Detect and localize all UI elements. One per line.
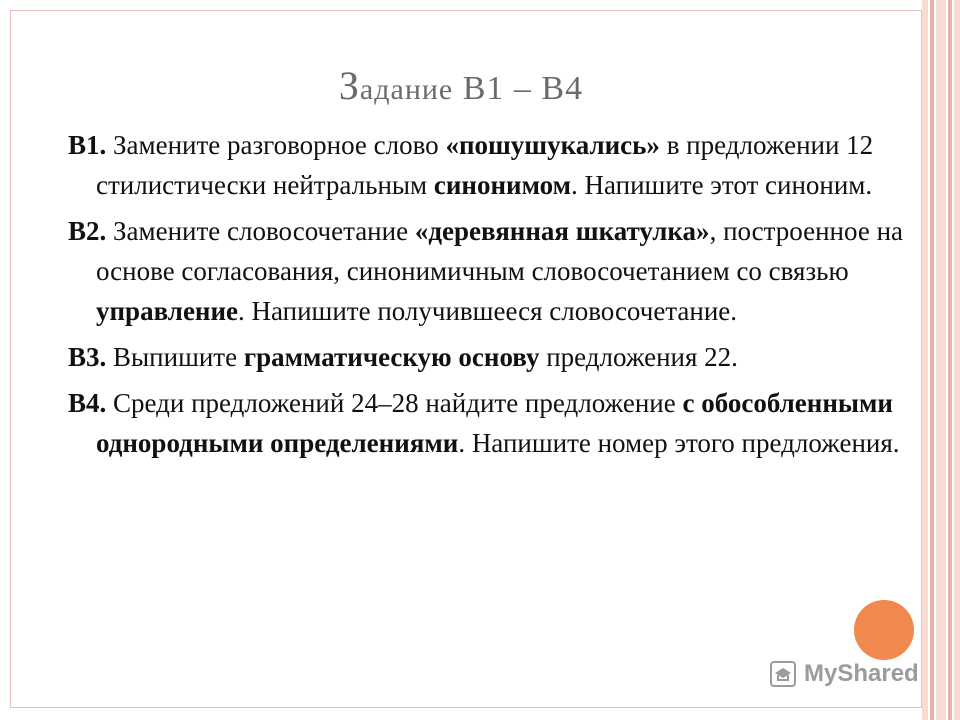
task-text: Замените разговорное слово [106, 130, 446, 160]
task-text-bold: «деревянная шкатулка» [414, 216, 710, 246]
task-text-bold: В3. [68, 342, 107, 372]
task-text-bold: синонимом [433, 170, 571, 200]
task-text: . Напишите получившееся словосочетание. [238, 296, 738, 326]
task-text: Замените словосочетание [106, 216, 415, 246]
task-item [68, 125, 928, 205]
accent-circle [854, 600, 914, 660]
mortarboard-icon [768, 659, 798, 689]
task-text: Выпишите [106, 342, 244, 372]
task-text: , построенное на основе согласования, синонимичным словосочетанием со связью [96, 216, 904, 286]
watermark-text: MyShared [804, 660, 919, 687]
task-text: Среди предложений 24–28 найдите предложение [106, 388, 683, 418]
task-text: . Напишите номер этого предложения. [458, 428, 900, 458]
task-item [68, 383, 928, 463]
task-text-bold: В1. [68, 130, 107, 160]
task-text-bold: В4. [68, 388, 107, 418]
task-item [68, 211, 928, 331]
watermark-logo [768, 656, 919, 692]
title-suffix: В1 – В4 [462, 70, 584, 107]
task-text-bold: В2. [68, 216, 107, 246]
title-first-letter: З [338, 63, 360, 108]
task-text: в предложении 12 стилистически нейтральным [96, 130, 874, 200]
title-rest: адание [359, 73, 454, 106]
task-text-bold: управление [96, 296, 239, 326]
task-text-bold: с обособленными однородными определениями [96, 388, 893, 458]
slide-title [0, 62, 922, 109]
task-text: . Напишите этот синоним. [571, 170, 873, 200]
task-text-bold: «пошушукались» [445, 130, 660, 160]
task-text-bold: грамматическую основу [243, 342, 540, 372]
task-list [68, 125, 928, 469]
task-item [68, 337, 928, 377]
task-text: предложения 22. [539, 342, 738, 372]
